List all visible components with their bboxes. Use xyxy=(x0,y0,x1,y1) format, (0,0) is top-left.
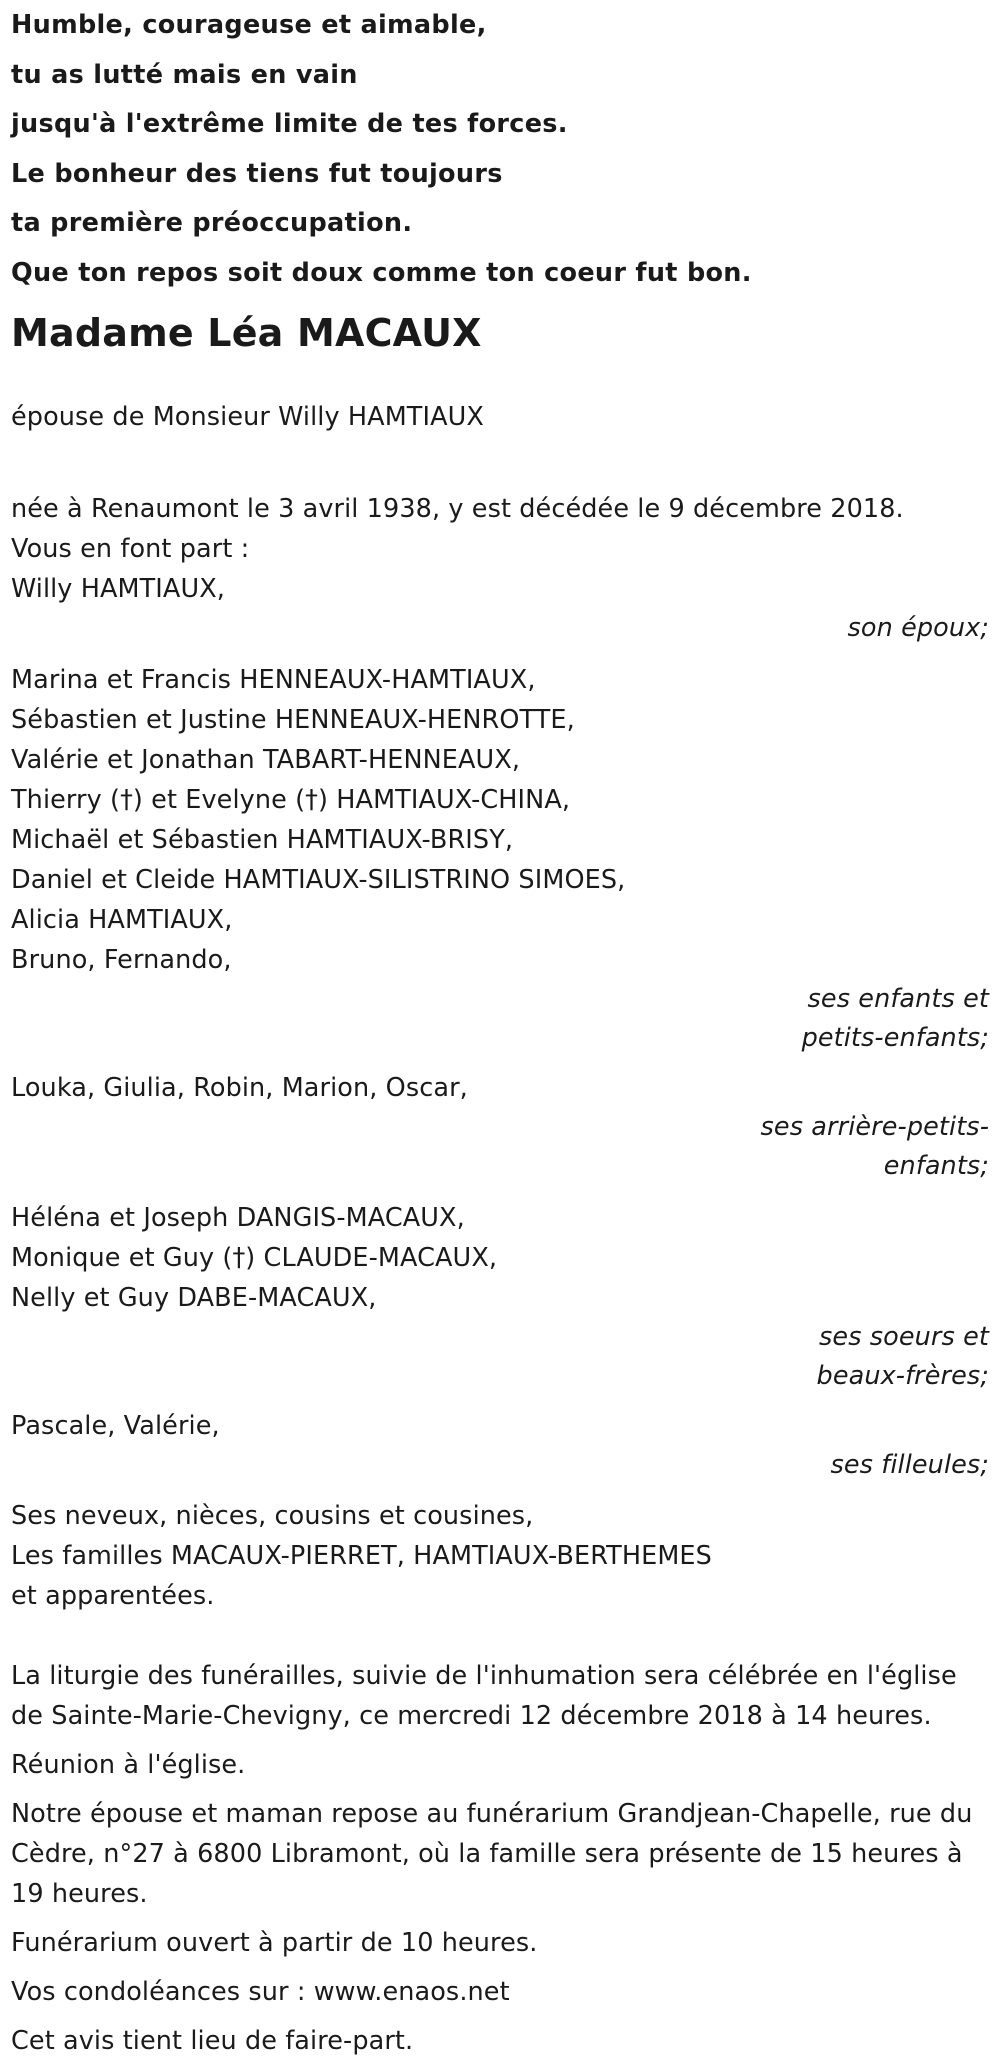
family-name-line: Héléna et Joseph DANGIS-MACAUX, xyxy=(11,1202,465,1233)
poem-line: Humble, courageuse et aimable, xyxy=(11,10,487,40)
relation-label: petits-enfants; xyxy=(801,1023,989,1053)
opening-hours-paragraph: Funérarium ouvert à partir de 10 heures. xyxy=(11,1928,538,1958)
obituary-notice xyxy=(11,0,991,2061)
poem-line: jusqu'à l'extrême limite de tes forces. xyxy=(11,109,568,139)
funeral-home-paragraph: Notre épouse et maman repose au funérarium Grandjean-Chapelle, rue du Cèdre, n°27 à 6800 Libramont, où la famille sera présente de 15 heures à 19 heures. xyxy=(11,1799,973,1909)
family-name-line: Daniel et Cleide HAMTIAUX-SILISTRINO SIMOES, xyxy=(11,864,626,895)
relation-label: ses soeurs et xyxy=(819,1321,989,1352)
relation-label: ses filleules; xyxy=(830,1449,989,1480)
relation-label: beaux-frères; xyxy=(816,1361,989,1391)
extended-family-line: Ses neveux, nièces, cousins et cousines, xyxy=(11,1501,534,1531)
family-name-line: Nelly et Guy DABE-MACAUX, xyxy=(11,1282,377,1313)
family-name-line: Valérie et Jonathan TABART-HENNEAUX, xyxy=(11,744,521,775)
family-name-line: Willy HAMTIAUX, xyxy=(11,574,226,604)
family-name-line: Marina et Francis HENNEAUX-HAMTIAUX, xyxy=(11,664,536,695)
poem-line: tu as lutté mais en vain xyxy=(11,59,358,90)
family-group-sisters xyxy=(11,1198,991,1397)
meeting-paragraph: Réunion à l'église. xyxy=(11,1750,246,1780)
poem xyxy=(11,7,991,304)
family-name-line: Sébastien et Justine HENNEAUX-HENROTTE, xyxy=(11,704,575,735)
family-name-line: Bruno, Fernando, xyxy=(11,944,232,975)
family-group-goddaughters xyxy=(11,1406,991,1486)
relation-label: ses enfants et xyxy=(807,983,989,1014)
family-name-line: Thierry (†) et Evelyne (†) HAMTIAUX-CHINA, xyxy=(11,784,571,815)
relation-label: ses arrière-petits- xyxy=(760,1111,989,1142)
poem-line: Le bonheur des tiens fut toujours xyxy=(11,158,503,189)
extended-family-line: Les familles MACAUX-PIERRET, HAMTIAUX-BERTHEMES xyxy=(11,1541,712,1571)
extended-family xyxy=(11,1496,991,1616)
poem-line: ta première préoccupation. xyxy=(11,208,413,238)
ceremony-paragraph: La liturgie des funérailles, suivie de l'inhumation sera célébrée en l'église de Sainte-Marie-Chevigny, ce mercredi 12 décembre 2018 à 14 heures. xyxy=(11,1661,957,1731)
family-group-great-grandchildren xyxy=(11,1068,991,1187)
relation-label: enfants; xyxy=(883,1151,989,1181)
family-name-line: Pascale, Valérie, xyxy=(11,1410,220,1441)
deceased-name: Madame Léa MACAUX xyxy=(11,311,482,355)
condolences-paragraph: Vos condoléances sur : www.enaos.net xyxy=(11,1977,510,2007)
family-name-line: Louka, Giulia, Robin, Marion, Oscar, xyxy=(11,1072,468,1103)
announcers-intro: Vous en font part : xyxy=(11,534,250,564)
spouse-line: épouse de Monsieur Willy HAMTIAUX xyxy=(11,402,484,432)
extended-family-line: et apparentées. xyxy=(11,1581,215,1611)
closing-note: Cet avis tient lieu de faire-part. xyxy=(11,2026,414,2056)
birth-death-line: née à Renaumont le 3 avril 1938, y est décédée le 9 décembre 2018. xyxy=(11,494,904,524)
relation-label: son époux; xyxy=(847,613,989,643)
poem-line: Que ton repos soit doux comme ton coeur fut bon. xyxy=(11,257,752,288)
family-name-line: Alicia HAMTIAUX, xyxy=(11,904,233,935)
family-name-line: Michaël et Sébastien HAMTIAUX-BRISY, xyxy=(11,824,514,855)
family-group-spouse xyxy=(11,569,991,649)
family-group-children xyxy=(11,660,991,1059)
family-name-line: Monique et Guy (†) CLAUDE-MACAUX, xyxy=(11,1242,498,1273)
